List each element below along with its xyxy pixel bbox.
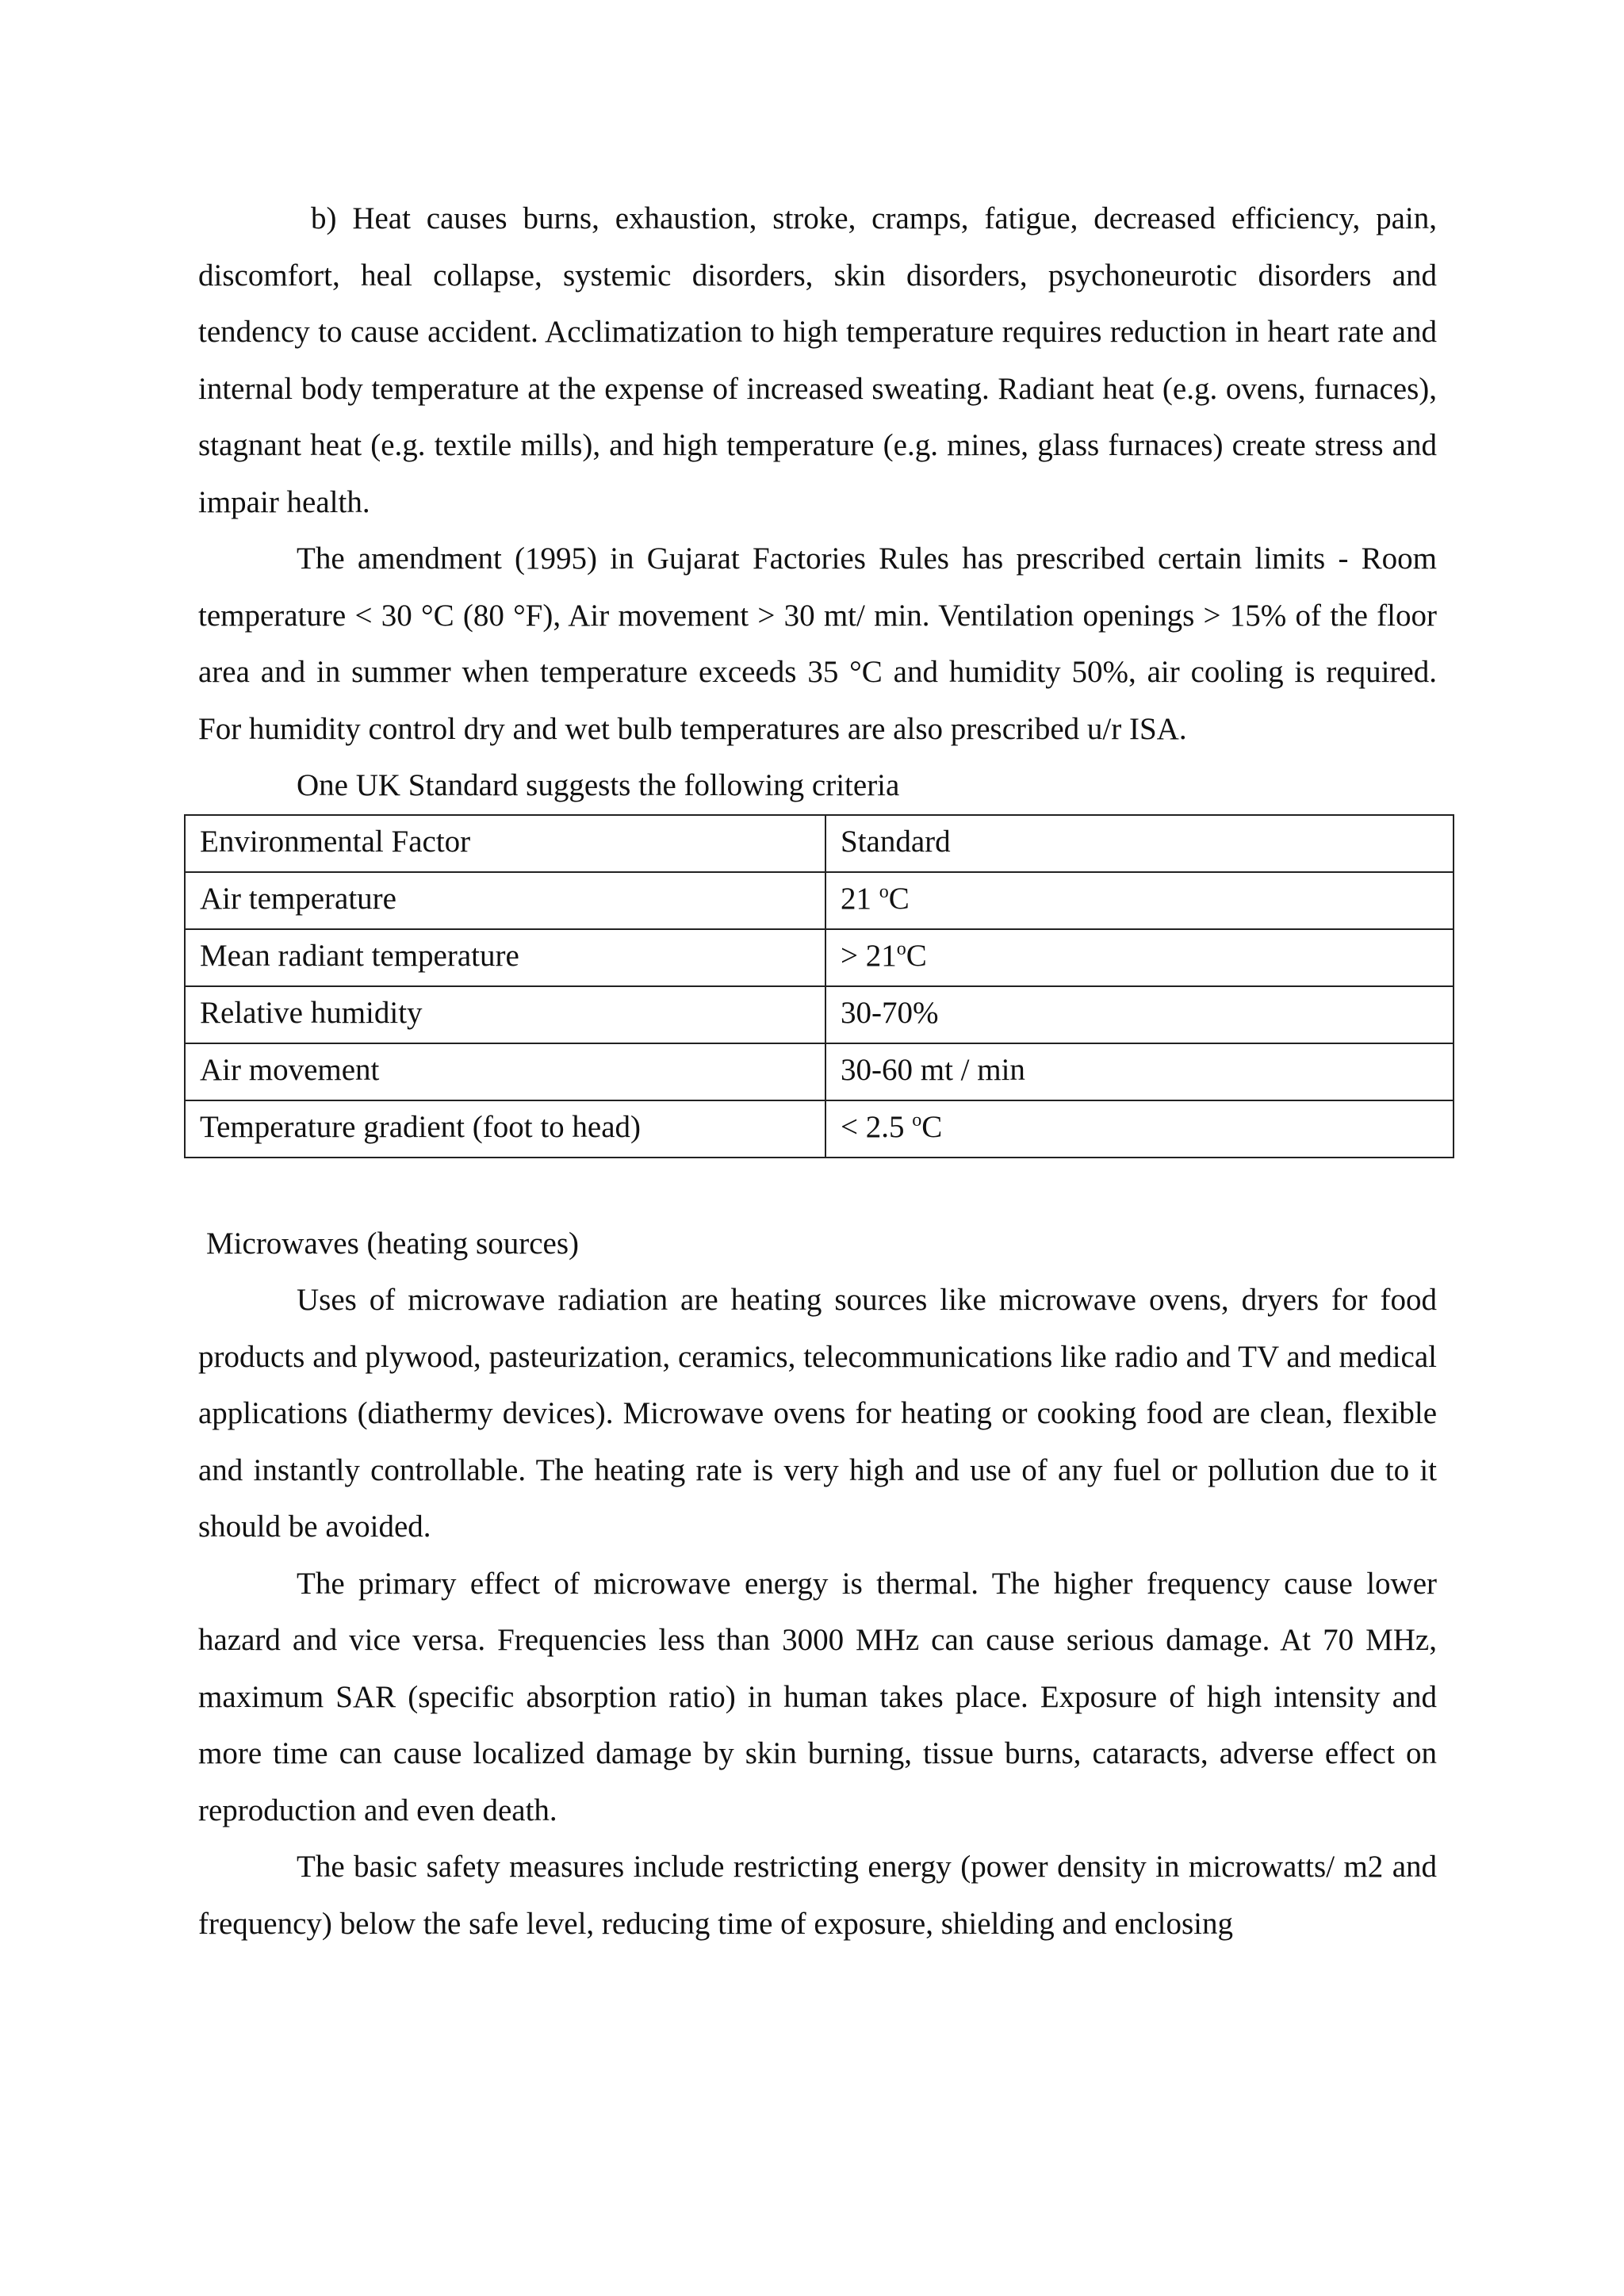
table-cell-factor: Air temperature xyxy=(185,872,825,929)
paragraph-microwave-uses: Uses of microwave radiation are heating sources like microwave ovens, dryers for food products and plywood, pasteurization, ceramics, telecommunications like radio and TV and medical applications (diathermy devices). Microwave ovens for heating or cooking food are clean, flexible and instantly controllable. The heating rate is very high and use of any fuel or pollution due to it should be avoided. xyxy=(198,1283,1437,1544)
table-row xyxy=(185,1100,1454,1158)
table-header-factor: Environmental Factor xyxy=(185,815,825,872)
table-cell-factor: Air movement xyxy=(185,1043,825,1100)
table-cell-standard: 30-70% xyxy=(825,986,1454,1043)
paragraph-amendment: The amendment (1995) in Gujarat Factories Rules has prescribed certain limits - Room temperature < 30 °C (80 °F), Air movement > 30 mt/ min. Ventilation openings > 15% of the floor area and in summer when temperature exceeds 35 °C and humidity 50%, air cooling is required. For humidity control dry and wet bulb temperatures are also prescribed u/r ISA. xyxy=(198,541,1437,746)
table-cell-standard: 30-60 mt / min xyxy=(825,1043,1454,1100)
document-page xyxy=(198,190,1437,1952)
table-cell-factor: Mean radiant temperature xyxy=(185,929,825,986)
paragraph-heat-effects: b) Heat causes burns, exhaustion, stroke, cramps, fatigue, decreased efficiency, pain, discomfort, heal collapse, systemic disorders, skin disorders, psychoneurotic disorders and tendency to cause accident. Acclimatization to high temperature requires reduction in heart rate and internal body temperature at the expense of increased sweating. Radiant heat (e.g. ovens, furnaces), stagnant heat (e.g. textile mills), and high temperature (e.g. mines, glass furnaces) create stress and impair health. xyxy=(198,201,1437,519)
table-row xyxy=(185,986,1454,1043)
table-cell-factor: Temperature gradient (foot to head) xyxy=(185,1100,825,1158)
table-row xyxy=(185,929,1454,986)
uk-standard-table xyxy=(184,814,1454,1158)
section-heading-microwaves: Microwaves (heating sources) xyxy=(206,1226,579,1261)
table-row xyxy=(185,872,1454,929)
table-cell-standard: 21 $^o$C xyxy=(825,872,1454,929)
paragraph-primary-effect: The primary effect of microwave energy is thermal. The higher frequency cause lower hazard and vice versa. Frequencies less than 3000 MHz can cause serious damage. At 70 MHz, maximum SAR (specific absorption ratio) in human takes place. Exposure of high intensity and more time can cause localized damage by skin burning, tissue burns, cataracts, adverse effect on reproduction and even death. xyxy=(198,1566,1437,1827)
table-cell-factor: Relative humidity xyxy=(185,986,825,1043)
table-header-row xyxy=(185,815,1454,872)
table-cell-standard: > $21^oC$ xyxy=(825,929,1454,986)
table-row xyxy=(185,1043,1454,1100)
paragraph-safety-measures: The basic safety measures include restricting energy (power density in microwatts/ m2 and frequency) below the safe level, reducing time of exposure, shielding and enclosing xyxy=(198,1850,1437,1941)
table-cell-standard: < 2.5 $^o$C xyxy=(825,1100,1454,1158)
paragraph-criteria-intro: One UK Standard suggests the following criteria xyxy=(297,768,900,802)
table-header-standard: Standard xyxy=(825,815,1454,872)
